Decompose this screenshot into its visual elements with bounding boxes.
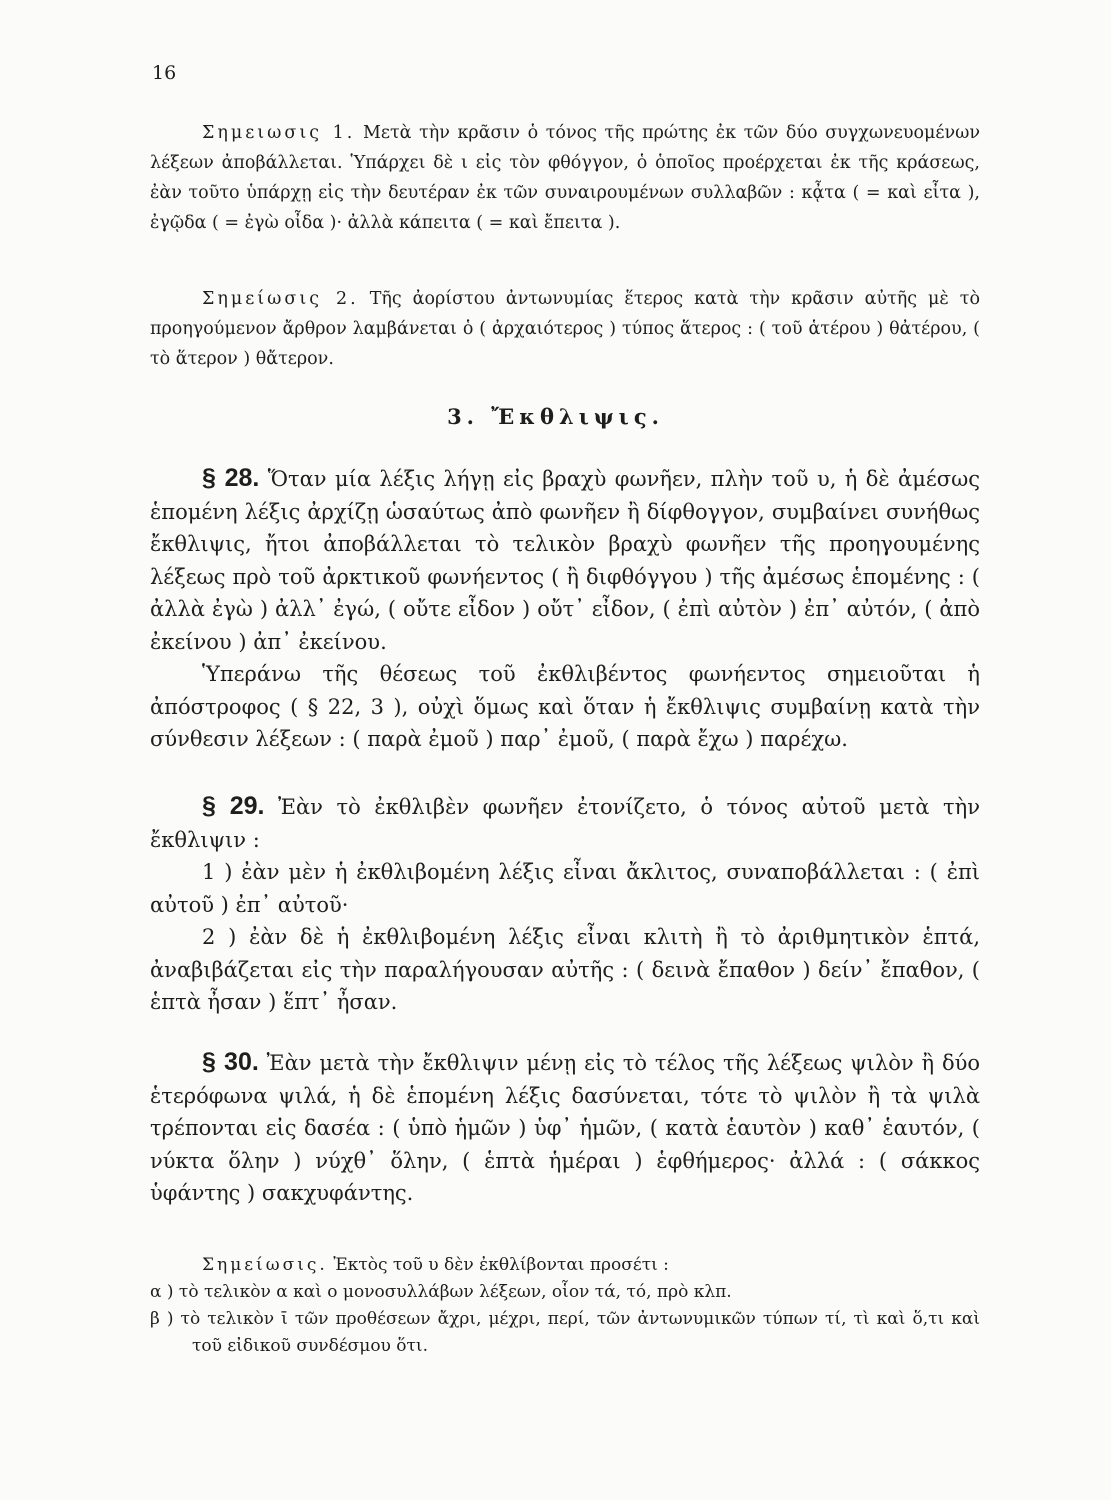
note-3 xyxy=(150,1252,980,1360)
paragraph-29-item-1: 1 ) ἐὰν μὲν ἡ ἐκθλιβομένη λέξις εἶναι ἄκλιτος, συναποβάλλεται : ( ἐπὶ αὐτοῦ ) ἐπ᾽ αὐτοῦ· xyxy=(150,860,980,917)
note-2 xyxy=(150,284,980,374)
section-number-28: § 28. xyxy=(202,464,260,492)
note-1-text: Μετὰ τὴν κρᾶσιν ὁ τόνος τῆς πρώτης ἐκ τῶν δύο συγχωνευομένων λέξεων ἀποβάλλεται. Ὑπάρχει δὲ ι εἰς τὸν φθόγγον, ὁ ὁποῖος προέρχεται ἐκ τῆς κράσεως, ἐὰν τοῦτο ὑπάρχῃ εἰς τὴν δευτέραν ἐκ τῶν συναιρουμένων συλλαβῶν : κᾆτα ( = καὶ εἶτα ), ἐγῷδα ( = ἐγὼ οἶδα )· ἀλλὰ κάπειτα ( = καὶ ἔπειτα ). xyxy=(150,123,981,233)
note-3-item-b: β ) τὸ τελικὸν ῑ τῶν προθέσεων ἄχρι, μέχρι, περί, τῶν ἀντωνυμικῶν τύπων τί, τὶ καὶ ὅ,τι καὶ τοῦ εἰδικοῦ συνδέσμου ὅτι. xyxy=(150,1309,980,1356)
note-3-item-a: α ) τὸ τελικὸν α καὶ ο μονοσυλλάβων λέξεων, οἷον τά, τό, πρὸ κλπ. xyxy=(150,1282,732,1302)
paragraph-29-item-2: 2 ) ἐὰν δὲ ἡ ἐκθλιβομένη λέξις εἶναι κλιτὴ ἢ τὸ ἀριθμητικὸν ἑπτά, ἀναβιβάζεται εἰς τὴν παραλήγουσαν αὐτῆς : ( δεινὰ ἔπαθον ) δείν᾽ ἔπαθον, ( ἑπτὰ ἦσαν ) ἕπτ᾽ ἦσαν. xyxy=(150,925,980,1014)
note-3-text: Ἐκτὸς τοῦ υ δὲν ἐκθλίβονται προσέτι : xyxy=(333,1255,669,1275)
note-1-label: Σημειωσις 1. xyxy=(202,123,356,143)
paragraph-28-text-2: Ὑπεράνω τῆς θέσεως τοῦ ἐκθλιβέντος φωνήεντος σημειοῦται ἡ ἀπόστροφος ( § 22, 3 ), οὐχὶ ὅμως καὶ ὅταν ἡ ἔκθλιψις συμβαίνῃ κατὰ τὴν σύνθεσιν λέξεων : ( παρὰ ἐμοῦ ) παρ᾽ ἐμοῦ, ( παρὰ ἔχω ) παρέχω. xyxy=(150,662,980,751)
note-2-label: Σημείωσις 2. xyxy=(202,289,359,309)
paragraph-30-text: Ἐὰν μετὰ τὴν ἔκθλιψιν μένῃ εἰς τὸ τέλος τῆς λέξεως ψιλὸν ἢ δύο ἑτερόφωνα ψιλά, ἡ δὲ ἑπομένη λέξις δασύνεται, τότε τὸ ψιλὸν ἢ τὰ ψιλὰ τρέπονται εἰς δασέα : ( ὑπὸ ἡμῶν ) ὑφ᾽ ἡμῶν, ( κατὰ ἑαυτὸν ) καθ᾽ ἑαυτόν, ( νύκτα ὅλην ) νύχθ᾽ ὅλην, ( ἑπτὰ ἡμέραι ) ἑφθήμερος· ἀλλά : ( σάκκος ὑφάντης ) σακχυφάντης. xyxy=(150,1051,980,1205)
section-number-29: § 29. xyxy=(202,792,265,820)
note-1 xyxy=(150,118,980,238)
paragraph-29 xyxy=(150,790,980,1019)
section-number-30: § 30. xyxy=(202,1048,259,1076)
paragraph-28-text: Ὅταν μία λέξις λήγῃ εἰς βραχὺ φωνῆεν, πλὴν τοῦ υ, ἡ δὲ ἀμέσως ἑπομένη λέξις ἀρχίζῃ ὡσαύτως ἀπὸ φωνῆεν ἢ δίφθογγον, συμβαίνει συνήθως ἔκθλιψις, ἤτοι ἀποβάλλεται τὸ τελικὸν βραχὺ φωνῆεν τῆς προηγουμένης λέξεως πρὸ τοῦ ἀρκτικοῦ φωνήεντος ( ἢ διφθόγγου ) τῆς ἀμέσως ἑπομένης : ( ἀλλὰ ἐγὼ ) ἀλλ᾽ ἐγώ, ( οὔτε εἶδον ) οὔτ᾽ εἶδον, ( ἐπὶ αὐτὸν ) ἐπ᾽ αὐτόν, ( ἀπὸ ἐκείνου ) ἀπ᾽ ἐκείνου. xyxy=(150,467,980,654)
paragraph-29-text: Ἐὰν τὸ ἐκθλιβὲν φωνῆεν ἐτονίζετο, ὁ τόνος αὐτοῦ μετὰ τὴν ἔκθλιψιν : xyxy=(150,795,980,852)
note-3-label: Σημείωσις. xyxy=(202,1255,328,1275)
paragraph-28 xyxy=(150,462,980,756)
paragraph-30 xyxy=(150,1046,980,1210)
page-number: 16 xyxy=(152,62,177,84)
section-heading: 3. Ἔκθλιψις. xyxy=(447,404,664,429)
note-2-text: Τῆς ἀορίστου ἀντωνυμίας ἕτερος κατὰ τὴν κρᾶσιν αὐτῆς μὲ τὸ προηγούμενον ἄρθρον λαμβάνεται ὁ ( ἀρχαιότερος ) τύπος ἅτερος : ( τοῦ ἁτέρου ) θἀτέρου, ( τὸ ἅτερον ) θἄτερον. xyxy=(150,289,980,369)
